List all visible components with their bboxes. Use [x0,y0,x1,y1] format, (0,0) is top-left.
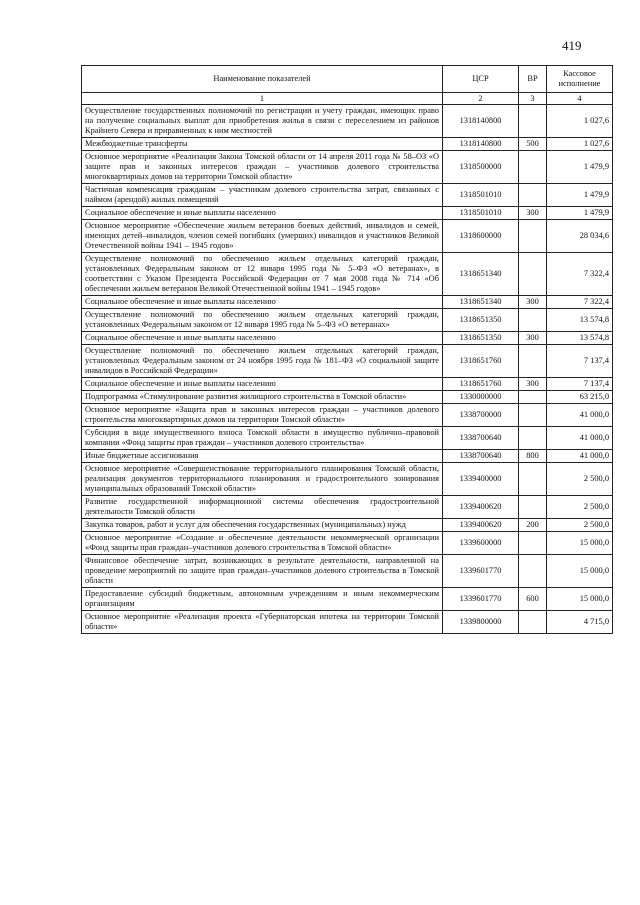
row-name: Осуществление полномочий по обеспечению жильем отдельных категорий граждан, установленных Федеральным законом от 12 января 1995 года № 5–ФЗ «О ветеранах», в соответствии с Указом Президента Российской Федерации от 7 мая 2008 года № 714 «Об обеспечении жильем ветеранов Великой Отечественной войны 1941 – 1945 годов» [82,253,443,296]
row-csr: 1338700640 [443,450,519,463]
row-amount: 7 322,4 [547,253,613,296]
row-vr [519,463,547,496]
row-vr [519,391,547,404]
table-row [82,220,613,253]
row-name: Осуществление полномочий по обеспечению жильем отдельных категорий граждан, установленных Федеральным законом от 24 ноября 1995 года № 181–ФЗ «О социальной защите инвалидов в Российской Федерации» [82,345,443,378]
row-name: Основное мероприятие «Реализация проекта «Губернаторская ипотека на территории Томской области» [82,611,443,634]
row-name: Социальное обеспечение и иные выплаты населению [82,207,443,220]
row-name: Основное мероприятие «Совершенствование территориального планирования Томской области, реализация документов территориального планирования и градостроительного зонирования муниципальных образований Томской области» [82,463,443,496]
row-name: Основное мероприятие «Создание и обеспечение деятельности некоммерческой организации «Фонд защиты прав граждан–участников долевого строительства в Томской области» [82,532,443,555]
table-row [82,532,613,555]
table-row [82,309,613,332]
row-amount: 41 000,0 [547,427,613,450]
budget-table [81,65,613,634]
col-index: 1 [82,93,443,105]
table-row [82,404,613,427]
table-row [82,296,613,309]
header-amount: Кассовое исполнение [547,66,613,93]
table-row [82,555,613,588]
table-row [82,463,613,496]
row-vr: 500 [519,138,547,151]
col-index: 2 [443,93,519,105]
row-vr [519,404,547,427]
row-csr: 1330000000 [443,391,519,404]
row-amount: 2 500,0 [547,463,613,496]
row-csr: 1339601770 [443,555,519,588]
row-amount: 4 715,0 [547,611,613,634]
row-vr [519,184,547,207]
row-name: Социальное обеспечение и иные выплаты населению [82,332,443,345]
row-csr: 1318500000 [443,151,519,184]
table-row [82,207,613,220]
row-vr [519,555,547,588]
row-csr: 1338700640 [443,427,519,450]
row-name: Предоставление субсидий бюджетным, автономным учреждениям и иным некоммерческим организациям [82,588,443,611]
row-vr [519,253,547,296]
row-vr [519,151,547,184]
row-name: Субсидия в виде имущественного взноса Томской области в имущество публично–правовой компании «Фонд защиты прав граждан – участников долевого строительства» [82,427,443,450]
row-amount: 28 034,6 [547,220,613,253]
row-vr [519,496,547,519]
row-amount: 15 000,0 [547,588,613,611]
table-row [82,450,613,463]
row-amount: 7 137,4 [547,378,613,391]
row-vr: 300 [519,296,547,309]
row-amount: 13 574,8 [547,332,613,345]
row-vr: 300 [519,332,547,345]
row-amount: 15 000,0 [547,555,613,588]
row-amount: 15 000,0 [547,532,613,555]
row-amount: 13 574,8 [547,309,613,332]
row-amount: 1 479,9 [547,184,613,207]
row-csr: 1318501010 [443,184,519,207]
row-vr [519,220,547,253]
table-row [82,391,613,404]
header-csr: ЦСР [443,66,519,93]
row-csr: 1339400620 [443,519,519,532]
row-amount: 1 027,6 [547,105,613,138]
row-csr: 1318140800 [443,105,519,138]
row-amount: 1 027,6 [547,138,613,151]
row-csr: 1318651760 [443,345,519,378]
row-name: Иные бюджетные ассигнования [82,450,443,463]
table-row [82,138,613,151]
row-vr [519,611,547,634]
row-csr: 1339800000 [443,611,519,634]
col-index: 4 [547,93,613,105]
column-index-row [82,93,613,105]
header-name: Наименование показателей [82,66,443,93]
table-row [82,378,613,391]
row-name: Социальное обеспечение и иные выплаты населению [82,296,443,309]
table-row [82,151,613,184]
row-vr [519,345,547,378]
table-row [82,588,613,611]
table-row [82,105,613,138]
row-amount: 2 500,0 [547,496,613,519]
row-csr: 1318651760 [443,378,519,391]
row-vr [519,532,547,555]
row-amount: 1 479,9 [547,207,613,220]
row-name: Закупка товаров, работ и услуг для обеспечения государственных (муниципальных) нужд [82,519,443,532]
table-row [82,519,613,532]
row-csr: 1318651340 [443,296,519,309]
table-row [82,345,613,378]
row-amount: 63 215,0 [547,391,613,404]
row-csr: 1318651350 [443,309,519,332]
row-amount: 7 322,4 [547,296,613,309]
row-name: Социальное обеспечение и иные выплаты населению [82,378,443,391]
row-name: Финансовое обеспечение затрат, возникающих в результате деятельности, направленной на проведение мероприятий по защите прав граждан–участников долевого строительства в Томской области [82,555,443,588]
row-csr: 1339400620 [443,496,519,519]
row-csr: 1318651340 [443,253,519,296]
row-amount: 7 137,4 [547,345,613,378]
row-amount: 2 500,0 [547,519,613,532]
table-row [82,496,613,519]
row-amount: 1 479,9 [547,151,613,184]
row-csr: 1339600000 [443,532,519,555]
row-csr: 1339400000 [443,463,519,496]
row-csr: 1318501010 [443,207,519,220]
row-vr [519,309,547,332]
row-name: Подпрограмма «Стимулирование развития жилищного строительства в Томской области» [82,391,443,404]
row-csr: 1318140800 [443,138,519,151]
header-vr: ВР [519,66,547,93]
row-name: Осуществление полномочий по обеспечению жильем отдельных категорий граждан, установленных Федеральным законом от 12 января 1995 года № 5–ФЗ «О ветеранах» [82,309,443,332]
col-index: 3 [519,93,547,105]
row-name: Основное мероприятие «Защита прав и законных интересов граждан – участников долевого строительства многоквартирных домов на территории Томской области» [82,404,443,427]
row-vr: 200 [519,519,547,532]
table-row [82,611,613,634]
row-vr: 300 [519,378,547,391]
row-name: Основное мероприятие «Обеспечение жильем ветеранов боевых действий, инвалидов и семей, имеющих детей–инвалидов, членов семей погибших (умерших) инвалидов и участников Великой Отечественной войны 1941 – 1945 годов» [82,220,443,253]
table-row [82,332,613,345]
row-name: Частичная компенсация гражданам – участникам долевого строительства затрат, связанных с наймом (арендой) жилых помещений [82,184,443,207]
row-amount: 41 000,0 [547,450,613,463]
row-vr: 600 [519,588,547,611]
row-csr: 1339601770 [443,588,519,611]
row-csr: 1318651350 [443,332,519,345]
row-name: Межбюджетные трансферты [82,138,443,151]
table-row [82,184,613,207]
row-name: Осуществление государственных полномочий по регистрации и учету граждан, имеющих право на получение социальных выплат для приобретения жилья в связи с переселением из районов Крайнего Севера и приравненных к ним местностей [82,105,443,138]
page-number: 419 [562,38,582,53]
row-vr [519,427,547,450]
table-row [82,253,613,296]
row-vr [519,105,547,138]
row-name: Развитие государственной информационной системы обеспечения градостроительной деятельности Томской области [82,496,443,519]
row-vr: 300 [519,207,547,220]
row-amount: 41 000,0 [547,404,613,427]
row-name: Основное мероприятие «Реализация Закона Томской области от 14 апреля 2011 года № 58–ОЗ «О защите прав и законных интересов граждан – участников долевого строительства многоквартирных домов на территории Томской области» [82,151,443,184]
row-csr: 1338700000 [443,404,519,427]
row-csr: 1318600000 [443,220,519,253]
table-row [82,427,613,450]
row-vr: 800 [519,450,547,463]
table-header-row [82,66,613,93]
